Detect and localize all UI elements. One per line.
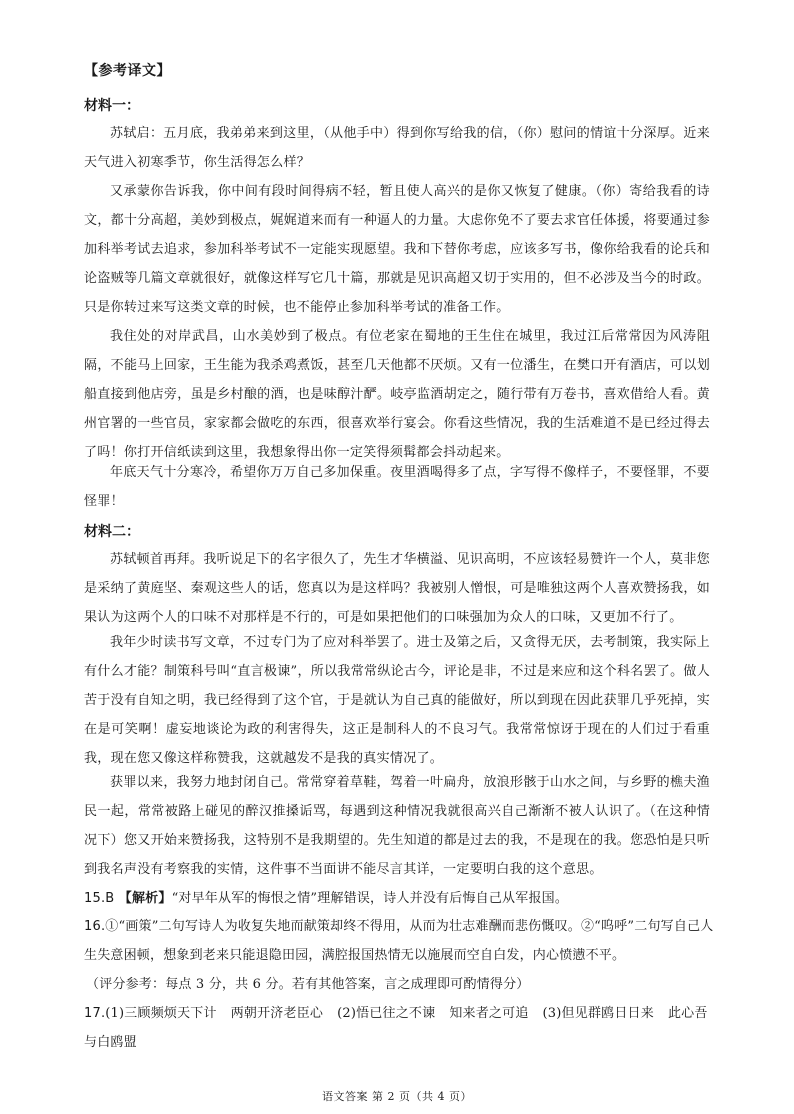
answer-16 — [84, 912, 714, 970]
answer-17-number: 17. — [84, 1006, 106, 1021]
answer-16-scoring: （评分参考：每点 3 分，共 6 分。若有其他答案，言之成理即可酌情得分） — [86, 977, 530, 992]
material2-paragraph-1: 苏轼顿首再拜。我听说足下的名字很久了，先生才华横溢、见识高明，不应该轻易赞许一个人，莫非您是采纳了黄庭坚、秦观这些人的话，您真以为是这样吗？我被别人憎恨，可是唯独这两个人喜欢赞扬我，如果认为这两个人的口味不对那样是不行的，可是如果把他们的口味强加为众人的口味，又更加不行了。 — [84, 552, 710, 625]
answer-17-item-4: 知来者之可追 — [449, 1006, 529, 1021]
page-heading: 【参考译文】 — [84, 63, 171, 79]
material1-title: 材料一： — [84, 98, 140, 114]
material2-paragraph-3: 获罪以来，我努力地封闭自己。常常穿着草鞋，驾着一叶扁舟，放浪形骸于山水之间，与乡野的樵夫渔民一起，常常被路上碰见的醉汉推搡诟骂，每遇到这种情况我就很高兴自己渐渐不被人认识了。（在这种情况下）您又开始来赞扬我，这特别不是我期望的。先生知道的都是过去的我，不是现在的我。您恐怕是只听到我名声没有考察我的实情，这件事不当面讲不能尽言其详，一定要明白我的这个意思。 — [84, 775, 710, 877]
answer-17-item-2: 两朝开济老臣心 — [230, 1006, 324, 1021]
answer-15 — [84, 884, 714, 913]
answer-17-item-3: (2)悟已往之不谏 — [337, 1006, 436, 1021]
material1-paragraph-1: 苏轼启：五月底，我弟弟来到这里，（从他手中）得到你写给我的信，（你）慰问的情谊十分深厚。近来天气进入初寒季节，你生活得怎么样？ — [84, 126, 710, 170]
answer-17-item-5: (3)但见群鸥日日来 — [542, 1006, 654, 1021]
answer-16-text: ①“画策”二句写诗人为收复失地而献策却终不得用，从而为壮志难酬而悲伤慨叹。②“呜呼”二句写自己人生失意困顿，想象到老来只能退隐田园，满腔报国热情无以施展而空自白发，内心愤懑不平。 — [84, 919, 714, 963]
answer-15-text: “对早年从军的悔恨之情”理解错误，诗人并没有后悔自己从军报国。 — [171, 891, 569, 906]
answer-17 — [84, 999, 714, 1057]
answer-15-tag: 【解析】 — [118, 891, 172, 906]
material1-paragraph-3: 我住处的对岸武昌，山水美妙到了极点。有位老家在蜀地的王生住在城里，我过江后常常因为风涛阻隔，不能马上回家，王生能为我杀鸡煮饭，甚至几天他都不厌烦。又有一位潘生，在樊口开有酒店，可以划船直接到他店旁，虽是乡村酿的酒，也是味醇汁酽。岐亭监酒胡定之，随行带有万卷书，喜欢借给人看。黄州官署的一些官员，家家都会做吃的东西，很喜欢举行宴会。你看这些情况，我的生活难道不是已经过得去了吗！你打开信纸读到这里，我想象得出你一定笑得须髯都会抖动起来。 — [84, 329, 710, 460]
answer-17-item-6: 此心吾与白鸥盟 — [84, 1006, 708, 1050]
material2-paragraph-2: 我年少时读书写文章，不过专门为了应对科举罢了。进士及第之后，又贪得无厌，去考制策，我实际上有什么才能？制策科号叫“直言极谏”，所以我常常纵论古今，评论是非，不过是来应和这个科名罢了。做人苦于没有自知之明，我已经得到了这个官，于是就认为自己真的能做好，所以到现在因此获罪几乎死掉，实在是可笑啊！虚妄地谈论为政的利害得失，这正是制科人的不良习气。我常常惊讶于现在的人们过于看重我，现在您又像这样称赞我，这就越发不是我的真实情况了。 — [84, 635, 710, 766]
page-footer: 语文答案 第 2 页（共 4 页） — [322, 1090, 472, 1103]
material1-paragraph-2: 又承蒙你告诉我，你中间有段时间得病不轻，暂且使人高兴的是你又恢复了健康。（你）寄给我看的诗文，都十分高超，美妙到极点，娓娓道来而有一种逼人的力量。大虑你免不了要去求官任体援，将要通过参加科举考试去追求，参加科举考试不一定能实现愿望。我和下替你考虑，应该多写书，像你给我看的论兵和论盗贼等几篇文章就很好，就像这样写它几十篇，那就是见识高超又切于实用的，但不必涉及当今的时政。只是你转过来写这类文章的时候，也不能停止参加科举考试的准备工作。 — [84, 184, 710, 315]
material2-title: 材料二： — [84, 524, 140, 540]
answer-17-item-1: (1)三顾频烦天下计 — [105, 1006, 217, 1021]
answer-16-number: 16. — [84, 919, 106, 934]
material1-paragraph-4: 年底天气十分寒冷，希望你万万自己多加保重。夜里酒喝得多了点，字写得不像样子，不要怪罪，不要怪罪！ — [84, 465, 710, 509]
answer-15-number: 15.B — [84, 891, 115, 906]
